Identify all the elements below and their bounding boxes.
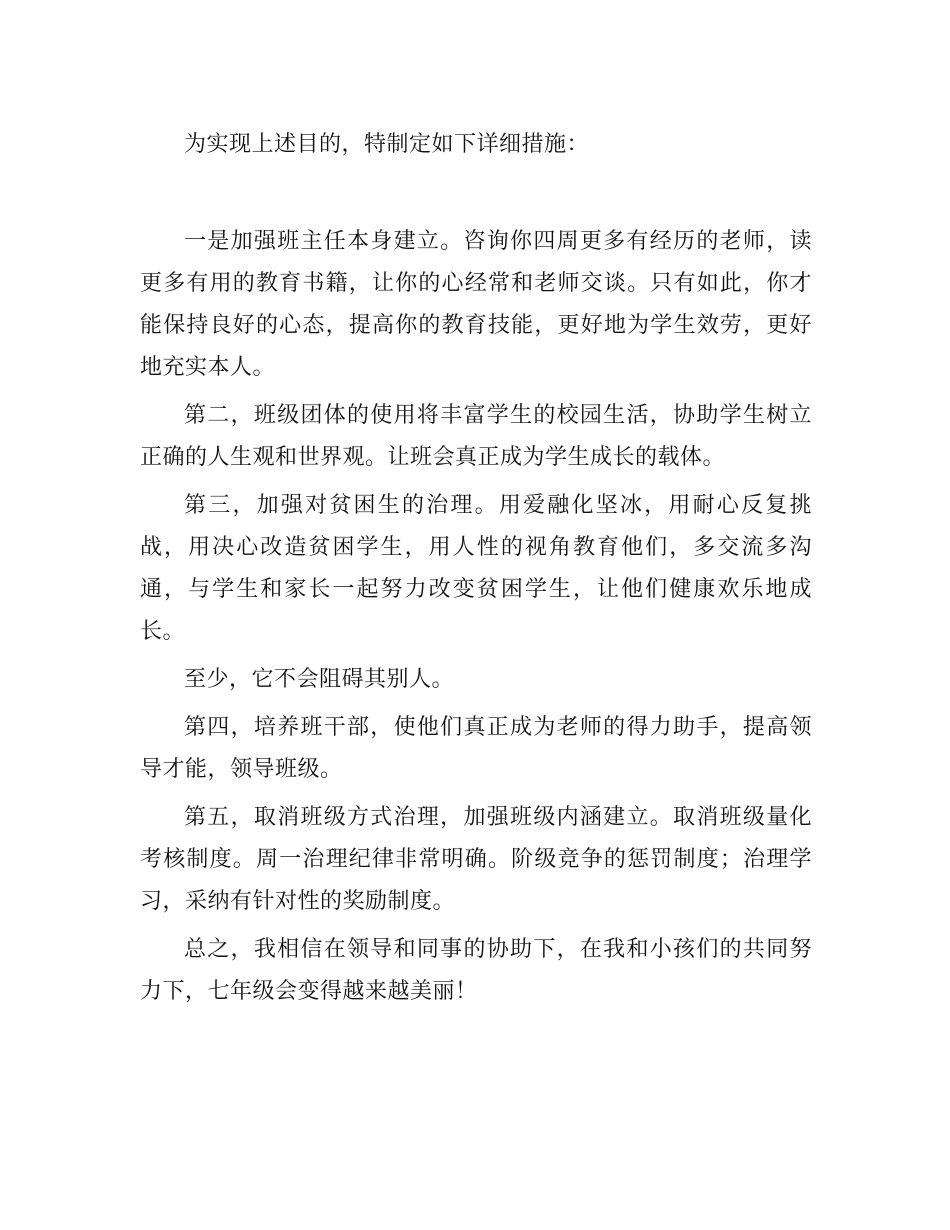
paragraph-note: 至少，它不会阻碍其别人。 [184,667,455,692]
paragraph-measure-3: 第三，加强对贫困生的治理。用爱融化坚冰，用耐心反复挑战，用决心改造贫困学生，用人性的视角教育他们，多交流多沟通，与学生和家长一起努力改变贫困学生，让他们健康欢乐地成长。 [140,493,812,644]
paragraph-measure-1: 一是加强班主任本身建立。咨询你四周更多有经历的老师，读更多有用的教育书籍，让你的心经常和老师交谈。只有如此，你才能保持良好的心态，提高你的教育技能，更好地为学生效劳，更好地充实本人。 [140,229,812,380]
intro-paragraph: 为实现上述目的，特制定如下详细措施： [184,132,590,157]
document-body [140,124,812,1019]
paragraph-measure-4: 第四，培养班干部，使他们真正成为老师的得力助手，提高领导才能，领导班级。 [140,715,812,782]
paragraph-conclusion: 总之，我相信在领导和同事的协助下，在我和小孩们的共同努力下，七年级会变得越来越美丽！ [140,937,812,1004]
paragraph-measure-2: 第二，班级团体的使用将丰富学生的校园生活，协助学生树立正确的人生观和世界观。让班会真正成为学生成长的载体。 [140,403,812,470]
paragraph-measure-5: 第五，取消班级方式治理，加强班级内涵建立。取消班级量化考核制度。周一治理纪律非常明确。阶级竞争的惩罚制度；治理学习，采纳有针对性的奖励制度。 [140,805,812,914]
